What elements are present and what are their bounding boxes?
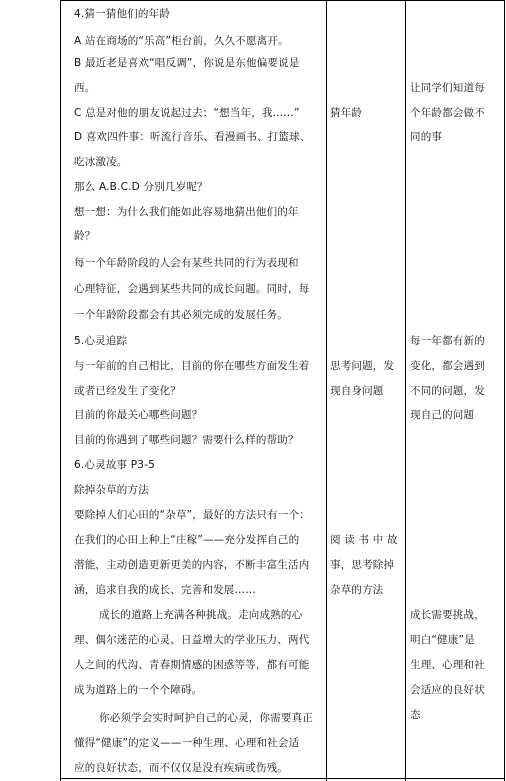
design-intent-text: 明白“健康”是 (410, 634, 475, 646)
paragraph-line: 想一想：为什么我们能如此容易地猜出他们的年 (74, 206, 299, 218)
paragraph-line: 龄？ (74, 230, 96, 242)
student-activity-text: 猜年龄 (330, 107, 363, 119)
design-intent-text: 成长需要挑战， (410, 609, 485, 621)
paragraph-line: 吃冰激凌。 (74, 156, 128, 168)
table-border-left (60, 0, 61, 781)
student-activity-text: 事，思考除掉 (330, 559, 395, 571)
paragraph-line: B 最近老是喜欢“唱反调”，你说是东他偏要说是 (74, 57, 300, 69)
paragraph-line: 人之间的代沟、青春期情感的困惑等等，都有可能 (74, 659, 310, 671)
section-heading: 6.心灵故事 P3-5 (74, 459, 156, 471)
paragraph-line: 西。 (74, 82, 96, 94)
paragraph-line: 目前的你遇到了哪些问题？需要什么样的帮助？ (74, 434, 299, 446)
paragraph-line: 那么 A.B.C.D 分别几岁呢？ (74, 181, 208, 193)
table-border-bottom (60, 778, 505, 779)
student-activity-text: 杂草的方法 (330, 584, 384, 596)
paragraph-line: 懂得“健康”的定义——一种生理、心理和社会适 (74, 737, 300, 749)
story-title: 除掉杂草的方法 (74, 484, 149, 496)
paragraph-line: 成为道路上的一个个障碍。 (74, 684, 203, 696)
paragraph-line: D 喜欢四件事：听流行音乐、看漫画书、打篮球、 (74, 131, 311, 143)
design-intent-text: 同的事 (410, 131, 443, 143)
paragraph-line: 应的良好状态，而不仅仅是没有疾病或伤残。 (74, 762, 288, 774)
student-activity-text: 思考问题，发 (330, 360, 395, 372)
design-intent-text: 不同的问题，发 (410, 385, 485, 397)
design-intent-text: 变化，都会遇到 (410, 360, 485, 372)
design-intent-text: 让同学们知道每 (410, 82, 485, 94)
table-border-top (60, 0, 505, 1)
paragraph-line: 在我们的心田上种上“庄稼”——充分发挥自己的 (74, 534, 300, 546)
paragraph-line: 涵，追求自我的成长、完善和发展…… (74, 584, 256, 596)
design-intent-text: 现自己的问题 (410, 409, 475, 421)
column-divider (405, 0, 406, 781)
paragraph-line: C 总是对他的朋友说起过去：“想当年，我……” (74, 107, 300, 119)
paragraph-line: 心理特征，会遇到某些共同的成长问题。同时，每 (74, 283, 310, 295)
paragraph-line: 理、偶尔迷茫的心灵、日益增大的学业压力、两代 (74, 634, 310, 646)
student-activity-text: 现自身问题 (330, 385, 384, 397)
design-intent-text: 每一年都有新的 (410, 335, 485, 347)
paragraph-line: 与一年前的自己相比，目前的你在哪些方面发生着 (74, 360, 310, 372)
paragraph-line: 或者已经发生了变化？ (74, 385, 181, 397)
section-heading: 5.心灵追踪 (74, 335, 128, 347)
paragraph-line: 潜能，主动创造更新更美的内容，不断丰富生活内 (74, 559, 310, 571)
design-intent-text: 会适应的良好状 (410, 684, 485, 696)
paragraph-line: A 站在商场的“乐高”柜台前，久久不愿离开。 (74, 35, 289, 47)
paragraph-line: 成长的道路上充满各种挑战。走向成熟的心 (99, 609, 303, 621)
design-intent-text: 生理、心理和社 (410, 659, 485, 671)
student-activity-text: 阅 读 书 中 故 (330, 534, 398, 546)
paragraph-line: 一个年龄阶段都会有其必须完成的发展任务。 (74, 309, 288, 321)
paragraph-line: 要除掉人们心田的“杂草”，最好的方法只有一个： (74, 509, 310, 521)
design-intent-text: 态 (410, 709, 421, 721)
section-heading: 4.猜一猜他们的年龄 (74, 8, 171, 20)
table-border-right (504, 0, 505, 781)
paragraph-line: 你必须学会实时呵护自己的心灵，你需要真正 (99, 712, 313, 724)
paragraph-line: 每一个年龄阶段的人会有某些共同的行为表现和 (74, 257, 299, 269)
design-intent-text: 个年龄都会做不 (410, 107, 485, 119)
paragraph-line: 目前的你最关心哪些问题？ (74, 409, 203, 421)
column-divider (326, 0, 327, 781)
